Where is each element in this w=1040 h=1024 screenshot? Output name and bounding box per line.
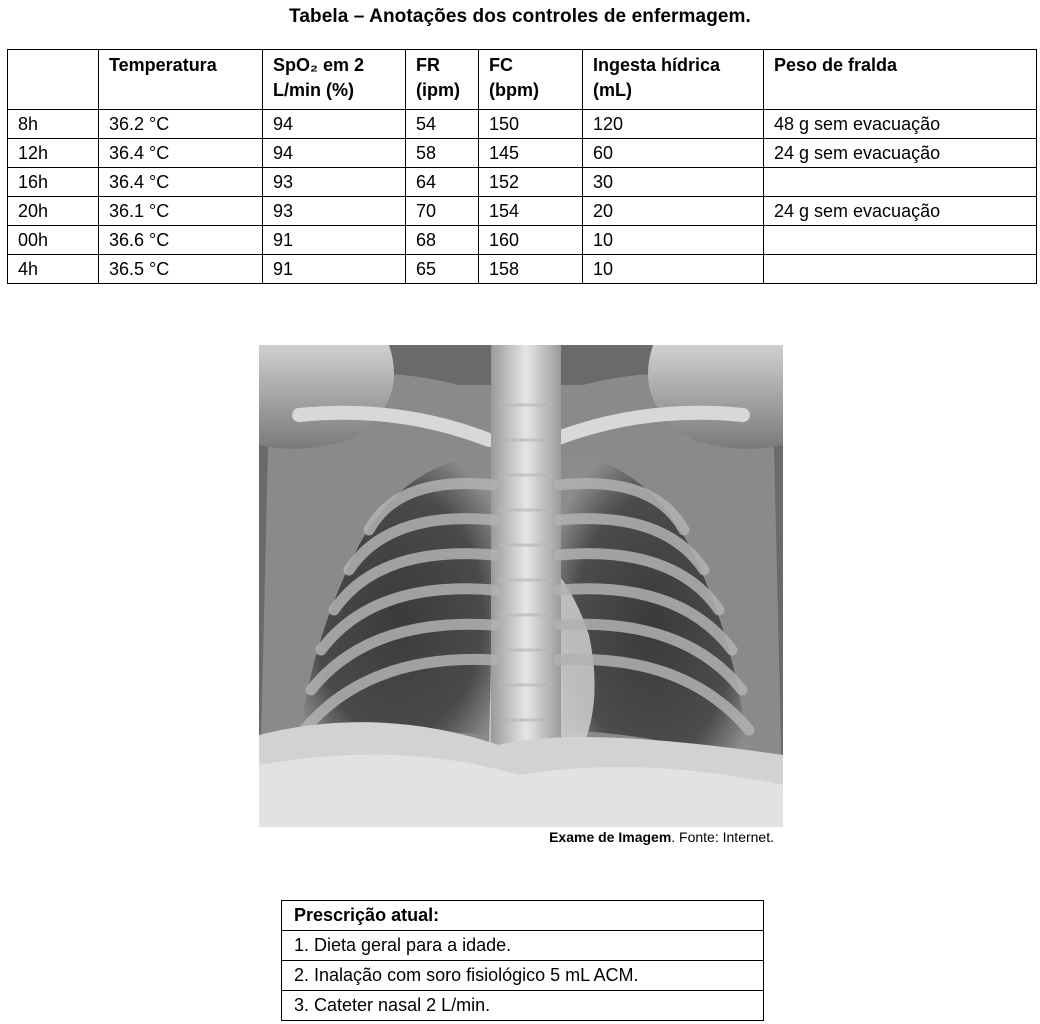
cell-fr: 64 — [406, 168, 479, 197]
cell-temperature: 36.5 °C — [99, 255, 263, 284]
cell-fc: 150 — [479, 110, 583, 139]
table-row — [8, 255, 1037, 284]
cell-fr: 54 — [406, 110, 479, 139]
header-cell — [8, 50, 99, 110]
cell-time: 00h — [8, 226, 99, 255]
table-row — [8, 139, 1037, 168]
cell-intake: 60 — [583, 139, 764, 168]
header-spo2: SpO₂ em 2 L/min (%) — [263, 50, 406, 110]
cell-intake: 30 — [583, 168, 764, 197]
cell-fc: 154 — [479, 197, 583, 226]
cell-diaper-weight: 24 g sem evacuação — [764, 139, 1037, 168]
cell-intake: 20 — [583, 197, 764, 226]
table-row — [8, 110, 1037, 139]
header-temperatura: Temperatura — [99, 50, 263, 110]
cell-time: 12h — [8, 139, 99, 168]
chest-xray-image — [259, 345, 783, 827]
cell-time: 4h — [8, 255, 99, 284]
cell-time: 16h — [8, 168, 99, 197]
cell-time: 8h — [8, 110, 99, 139]
cell-temperature: 36.2 °C — [99, 110, 263, 139]
table-row — [282, 991, 764, 1021]
prescription-header: Prescrição atual: — [282, 901, 764, 931]
caption-title: Exame de Imagem — [549, 829, 672, 845]
header-fc: FC (bpm) — [479, 50, 583, 110]
cell-diaper-weight — [764, 255, 1037, 284]
nursing-controls-table — [7, 49, 1037, 284]
cell-fc: 160 — [479, 226, 583, 255]
cell-spo2: 94 — [263, 139, 406, 168]
cell-diaper-weight: 48 g sem evacuação — [764, 110, 1037, 139]
table-row — [8, 226, 1037, 255]
prescription-item: 1. Dieta geral para a idade. — [282, 931, 764, 961]
cell-diaper-weight: 24 g sem evacuação — [764, 197, 1037, 226]
prescription-item: 3. Cateter nasal 2 L/min. — [282, 991, 764, 1021]
cell-spo2: 94 — [263, 110, 406, 139]
cell-diaper-weight — [764, 226, 1037, 255]
cell-temperature: 36.6 °C — [99, 226, 263, 255]
cell-fr: 68 — [406, 226, 479, 255]
header-fr: FR (ipm) — [406, 50, 479, 110]
cell-intake: 10 — [583, 226, 764, 255]
cell-temperature: 36.4 °C — [99, 139, 263, 168]
cell-intake: 120 — [583, 110, 764, 139]
cell-diaper-weight — [764, 168, 1037, 197]
cell-fc: 145 — [479, 139, 583, 168]
table-row — [282, 961, 764, 991]
cell-temperature: 36.4 °C — [99, 168, 263, 197]
cell-fc: 152 — [479, 168, 583, 197]
cell-intake: 10 — [583, 255, 764, 284]
table-header-row — [282, 901, 764, 931]
prescription-table — [281, 900, 764, 1021]
cell-fr: 65 — [406, 255, 479, 284]
document-title: Tabela – Anotações dos controles de enfermagem. — [289, 6, 751, 27]
image-caption — [0, 829, 774, 845]
cell-fr: 70 — [406, 197, 479, 226]
cell-spo2: 91 — [263, 255, 406, 284]
table-header-row — [8, 50, 1037, 110]
cell-spo2: 93 — [263, 168, 406, 197]
prescription-item: 2. Inalação com soro fisiológico 5 mL ACM. — [282, 961, 764, 991]
table-row — [282, 931, 764, 961]
header-peso-de-fralda: Peso de fralda — [764, 50, 1037, 110]
cell-temperature: 36.1 °C — [99, 197, 263, 226]
cell-spo2: 91 — [263, 226, 406, 255]
table-row — [8, 197, 1037, 226]
cell-time: 20h — [8, 197, 99, 226]
cell-fr: 58 — [406, 139, 479, 168]
cell-fc: 158 — [479, 255, 583, 284]
cell-spo2: 93 — [263, 197, 406, 226]
table-row — [8, 168, 1037, 197]
caption-source: . Fonte: Internet. — [671, 829, 774, 845]
header-ingesta-hidrica: Ingesta hídrica (mL) — [583, 50, 764, 110]
